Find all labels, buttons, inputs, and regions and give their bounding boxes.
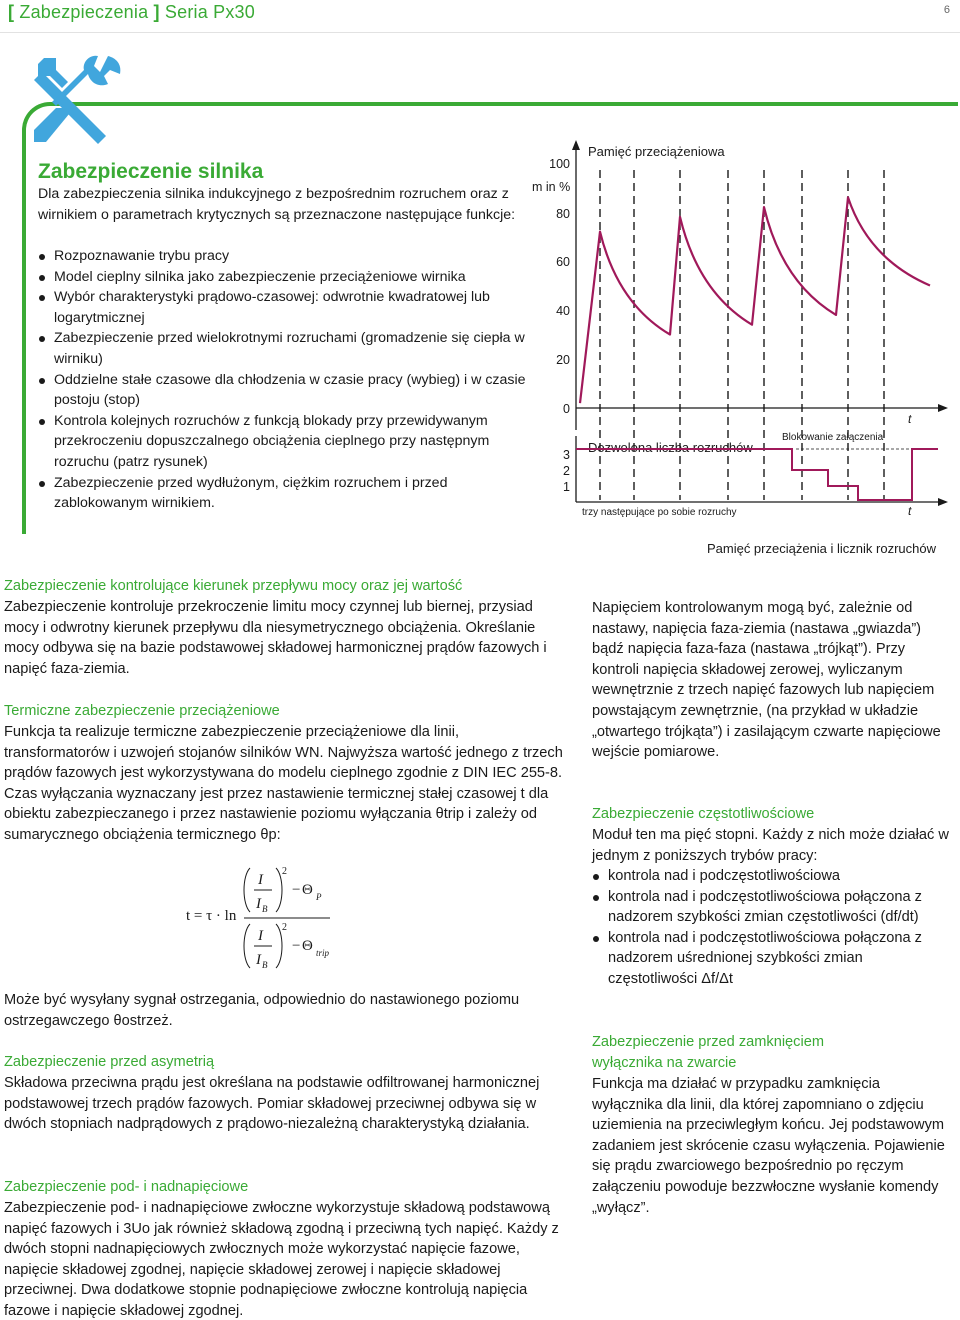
- bottom-y-tick: 2: [563, 464, 570, 478]
- y-tick-label: 20: [556, 353, 570, 367]
- bottom-chart-title: Dozwolona liczba rozruchów: [588, 440, 753, 455]
- y-tick-label: 80: [556, 207, 570, 221]
- formula-ib: I: [256, 952, 261, 968]
- blocking-annotation: Blokowanie załączenia: [782, 432, 884, 443]
- list-item: Model cieplny silnika jako zabezpieczenie przeciążeniowe wirnika: [38, 267, 530, 288]
- y-unit-label: m in %: [532, 180, 571, 194]
- bottom-y-tick: 1: [563, 480, 570, 494]
- formula-minus: −: [292, 938, 301, 954]
- power-direction-body: Zabezpieczenie kontroluje przekroczenie limitu mocy czynnej lub biernej, przysiad mocy i odwrotny kierunek przepływu dla niesymetrycznego obciążenia. Określanie mocy odbywa się na bazie podstawowej składowej harmonicznej prądów fazowych i napięć faza-ziemia.: [4, 599, 547, 677]
- thermal-overload-heading: Termiczne zabezpieczenie przeciążeniowe: [4, 703, 280, 719]
- switch-onto-fault-body: Funkcja ma działać w przypadku zamknięcia wyłącznika dla linii, dla której zapomniano o zdjęciu uziemienia na przeciwległym końcu. Jej podstawowym zadaniem jest skrócenie czasu wyłączenia. Pojawienie się prądu zwarciowego bezpośrednio po ręczym załączeniu powoduje bezzwłoczne wysłanie komendy „wyłącz”.: [592, 1076, 945, 1216]
- list-item: kontrola nad i podczęstotliwościowa: [592, 866, 954, 887]
- list-item: Zabezpieczenie przed wydłużonym, ciężkim rozruchem i przed zablokowanym wirnikiem.: [38, 473, 530, 514]
- motor-function-list: [38, 246, 530, 514]
- formula-theta: Θ: [302, 938, 313, 954]
- wrench-screwdriver-icon: [26, 50, 126, 150]
- paren-left: [244, 868, 250, 912]
- top-y-axis-arrow: [572, 140, 580, 150]
- list-item: Wybór charakterystyki prądowo-czasowej: odwrotnie kwadratowej lub logarytmicznej: [38, 287, 530, 328]
- list-item: Oddzielne stałe czasowe dla chłodzenia w czasie pracy (wybieg) i w czasie postoju (stop): [38, 370, 530, 411]
- page-number: 6: [943, 4, 950, 16]
- asymmetry-body: Składowa przeciwna prądu jest określana na podstawie odfiltrowanej harmonicznej podstawowej trzech prądów fazowych. Pomiar składowej przeciwnej odbywa się w dwóch stopniach nadprądowych z prądowo-niezależną charakterystyką działania.: [4, 1075, 540, 1133]
- formula-p: P: [316, 892, 322, 902]
- list-item: kontrola nad i podczęstotliwościowa połączona z nadzorem uśrednionej szybkości zmian częstotliwości Δf/Δt: [592, 928, 954, 990]
- header-section: Zabezpieczenia: [19, 2, 149, 22]
- formula-exp: 2: [282, 866, 287, 877]
- formula-theta: Θ: [302, 882, 313, 898]
- asymmetry-heading: Zabezpieczenie przed asymetrią: [4, 1054, 215, 1070]
- y-tick-label: 40: [556, 304, 570, 318]
- header-divider: [0, 32, 960, 33]
- formula-ib: I: [256, 896, 261, 912]
- frequency-body: Moduł ten ma pięć stopni. Każdy z nich może działać w jednym z poniższych trybów pracy:: [592, 827, 949, 864]
- header-bracket-close: ]: [153, 2, 160, 22]
- formula-i: I: [258, 872, 263, 888]
- thermal-overload-body: Funkcja ta realizuje termiczne zabezpieczenie przeciążeniowe dla linii, transformatorów i uzwojeń stojanów silników WN. Najwyższa wartość jednego z trzech prądów fazowych jest wykorzystywana do modelu cieplnego zgodnie z DIN IEC 255-8. Czas wyłączania wyznaczany jest przez nastawienie termicznej stałej czasowej t dla obiektu zabezpieczanego i przez nastawienie poziomu wyłączania θtrip i zależy od sumarycznego obciążenia termicznego θp:: [4, 724, 563, 843]
- motor-protection-intro: Dla zabezpieczenia silnika indukcyjnego z bezpośrednim rozruchem oraz z wirnikiem o parametrach krytycznych są przeznaczone następujące funkcje:: [38, 186, 516, 223]
- overload-curve: [580, 197, 930, 403]
- thermal-trip-formula: [180, 860, 360, 976]
- overload-memory-chart: [528, 140, 960, 530]
- formula-trip: trip: [316, 948, 330, 958]
- formula-exp: 2: [282, 922, 287, 933]
- controlled-voltage-body: Napięciem kontrolowanym mogą być, zależnie od nastawy, napięcia faza-ziemia (nastawa „gwiazda”) bądź napięcia faza-faza (nastawa „trójkąt”). Przy kontroli napięcia składowej zerowej, wyliczanym wewnętrznie z trzech napięć fazowych lub napięciem powstającym zewnętrznie, (na przykład w układzie „otwartego trójkąta”) i zasilającym czwarte napięciowe wejście pomiarowe.: [592, 600, 941, 761]
- page-header-title: [8, 2, 255, 23]
- list-item: kontrola nad i podczęstotliwościowa połączona z nadzorem szybkości zmian częstotliwości (df/dt): [592, 887, 954, 928]
- list-item: Zabezpieczenie przed wielokrotnymi rozruchami (gromadzenie się ciepła w wirniku): [38, 328, 530, 369]
- top-x-axis-arrow: [938, 404, 948, 412]
- formula-minus: −: [292, 882, 301, 898]
- frequency-mode-list: [592, 866, 954, 990]
- switch-onto-fault-heading: Zabezpieczenie przed zamknięciem wyłącznika na zwarcie: [592, 1034, 824, 1071]
- y-tick-label: 60: [556, 255, 570, 269]
- frequency-heading: Zabezpieczenie częstotliwościowe: [592, 806, 815, 822]
- bottom-x-label: t: [908, 504, 912, 518]
- top-chart-title: Pamięć przeciążeniowa: [588, 144, 725, 159]
- paren-left: [244, 924, 250, 968]
- motor-protection-title: Zabezpieczenie silnika: [38, 160, 264, 183]
- bottom-x-axis-label: trzy następujące po sobie rozruchy: [582, 507, 737, 518]
- y-tick-label: 100: [549, 157, 570, 171]
- y-tick-label: 0: [563, 402, 570, 416]
- warning-body: Może być wysyłany sygnał ostrzegania, odpowiednio do nastawionego poziomu ostrzegawczego θostrzeż.: [4, 992, 520, 1029]
- header-bracket-open: [: [8, 2, 15, 22]
- list-item: Rozpoznawanie trybu pracy: [38, 246, 530, 267]
- voltage-protection-heading: Zabezpieczenie pod- i nadnapięciowe: [4, 1179, 249, 1195]
- voltage-protection-body: Zabezpieczenie pod- i nadnapięciowe zwłoczne wykorzystuje składową podstawową napięć fazowych i 3Uo jak również składową zgodną i przeciwną tych napięć. Każdy z dwóch stopni nadnapięciowych zwłocznych może wykorzystać napięcie fazowe, napięcie składowej zgodnej, napięcie składowej zerowej i napięcie składowej przeciwnej. Dwa dodatkowe stopnie podnapięciowe zwłoczne kontrolują napięcia fazowe i napięcie składowej zgodnej.: [4, 1200, 559, 1319]
- top-x-label: t: [908, 412, 912, 426]
- header-series: Seria Px30: [164, 2, 255, 22]
- bottom-x-axis-arrow: [938, 498, 948, 506]
- formula-b: B: [262, 960, 268, 970]
- formula-lhs: t = τ · ln: [186, 908, 237, 924]
- bottom-y-tick: 3: [563, 448, 570, 462]
- list-item: Kontrola kolejnych rozruchów z funkcją blokady przy przewidywanym przekroczeniu dopuszczalnego obciążenia cieplnego przy następnym rozruchu (patrz rysunek): [38, 411, 530, 473]
- formula-i: I: [258, 928, 263, 944]
- chart-caption: Pamięć przeciążenia i licznik rozruchów: [706, 541, 936, 556]
- formula-b: B: [262, 904, 268, 914]
- power-direction-heading: Zabezpieczenie kontrolujące kierunek przepływu mocy oraz jej wartość: [4, 578, 463, 594]
